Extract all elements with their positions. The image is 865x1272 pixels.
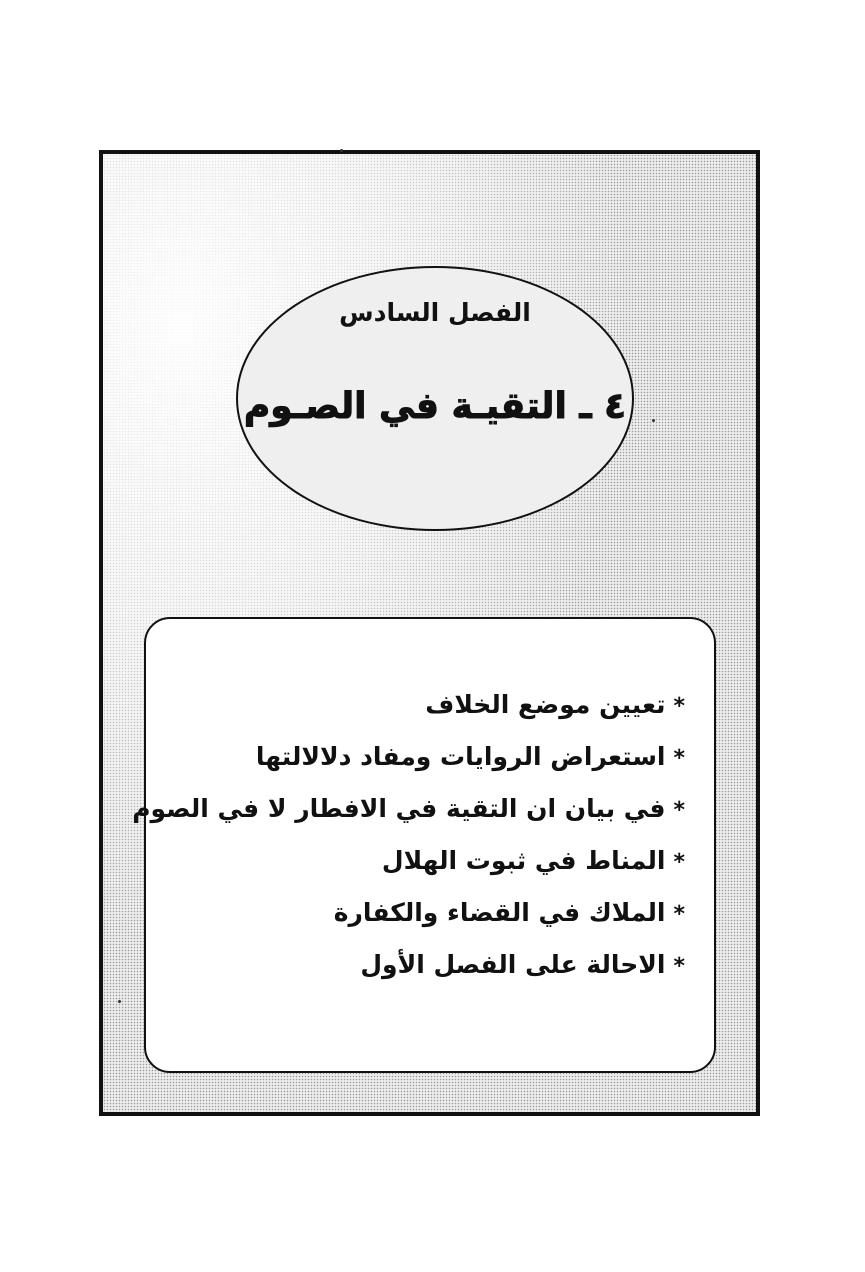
topic-text: استعراض الروايات ومفاد دلالالتها bbox=[255, 742, 666, 771]
topic-text: في بيان ان التقية في الافطار لا في الصوم bbox=[132, 794, 666, 823]
topic-item bbox=[205, 731, 685, 783]
scan-speck bbox=[652, 419, 655, 422]
bullet-asterisk: * bbox=[673, 746, 685, 771]
topic-item bbox=[205, 835, 685, 887]
scan-speck bbox=[118, 1000, 121, 1003]
bullet-asterisk: * bbox=[673, 954, 685, 979]
bullet-asterisk: * bbox=[673, 694, 685, 719]
topic-item bbox=[132, 783, 685, 835]
chapter-label: الفصل السادس bbox=[339, 298, 531, 327]
topic-item bbox=[205, 939, 685, 991]
topic-item bbox=[205, 887, 685, 939]
topic-text: الملاك في القضاء والكفارة bbox=[333, 898, 666, 927]
topic-item bbox=[205, 679, 685, 731]
topics-list bbox=[132, 679, 685, 991]
topic-text: المناط في ثبوت الهلال bbox=[381, 846, 666, 875]
scan-speck bbox=[340, 149, 343, 152]
bullet-asterisk: * bbox=[673, 798, 685, 823]
bullet-asterisk: * bbox=[673, 902, 685, 927]
bullet-asterisk: * bbox=[673, 850, 685, 875]
chapter-title: ٤ ـ التقيـة في الصـوم bbox=[243, 386, 627, 427]
topic-text: تعيين موضع الخلاف bbox=[425, 690, 666, 719]
topic-text: الاحالة على الفصل الأول bbox=[360, 950, 666, 979]
